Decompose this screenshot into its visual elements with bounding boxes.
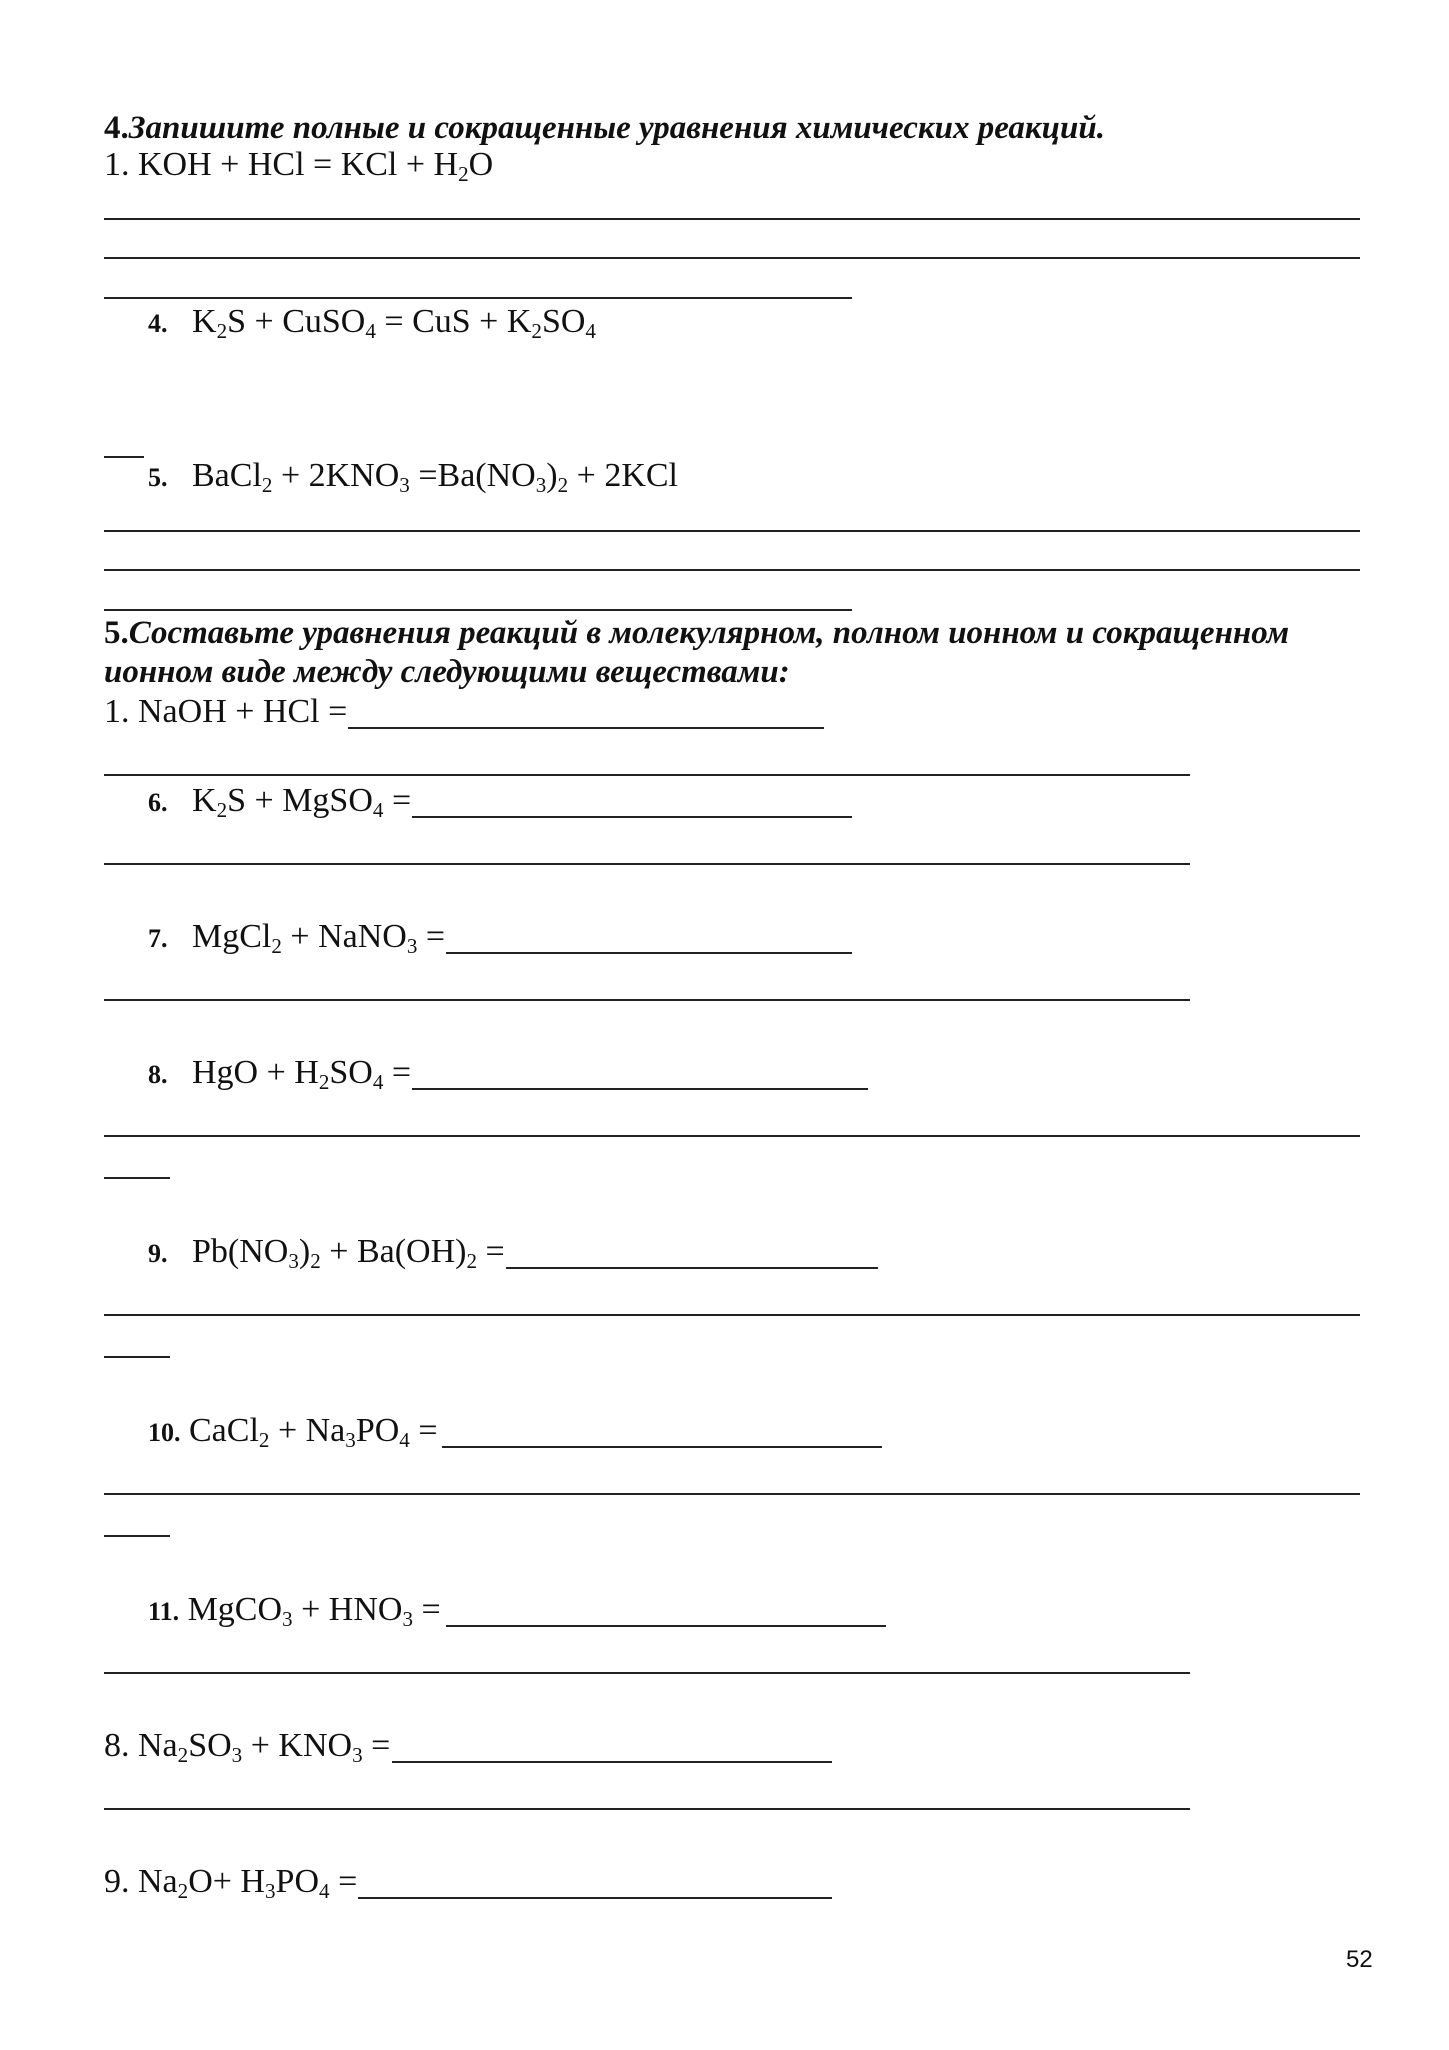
answer-line bbox=[412, 1088, 868, 1090]
task-5-equation-9b: 9. $Na_2O+ H_3PO_4$ = bbox=[104, 1863, 358, 1903]
task-5-equation-9: 9. $Pb(NO_3)_2 + Ba(OH)_2$ = bbox=[148, 1233, 505, 1273]
answer-line bbox=[446, 952, 852, 954]
task-5-equation-10: 10. CaCl$_2$ + $Na_3PO_4$ = bbox=[148, 1412, 438, 1452]
task-5-heading-line-2: ионном виде между следующими веществами: bbox=[104, 654, 790, 690]
answer-line bbox=[104, 1672, 1190, 1674]
task-5-heading-line-1: 5.Составьте уравнения реакций в молекулярном, полном ионном и сокращенном bbox=[104, 615, 1290, 651]
answer-line bbox=[104, 218, 1360, 220]
answer-line bbox=[442, 1446, 882, 1448]
answer-line bbox=[104, 1493, 1360, 1495]
answer-line bbox=[104, 530, 1360, 532]
answer-line bbox=[506, 1267, 878, 1269]
answer-line bbox=[446, 1625, 886, 1627]
answer-line bbox=[358, 1897, 832, 1899]
task-4-equation-4: 4. $K_2S$ + CuSO$_4$ = CuS + $K_2SO_4$ bbox=[148, 303, 596, 343]
task-5-equation-6: 6. $K_2S$ + MgSO$_4$ = bbox=[148, 782, 412, 822]
answer-line bbox=[104, 456, 144, 458]
answer-line bbox=[104, 1535, 170, 1537]
task-5-equation-7: 7. MgCl$_2$ + NaNO$_3$ = bbox=[148, 918, 446, 958]
answer-line bbox=[104, 1135, 1360, 1137]
answer-line bbox=[104, 297, 852, 299]
task-5-equation-8: 8. HgO + $H_2SO_4$ = bbox=[148, 1054, 412, 1094]
answer-line bbox=[348, 727, 824, 729]
answer-line bbox=[104, 1356, 170, 1358]
page-number: 52 bbox=[1346, 1946, 1373, 1973]
task-4-heading: 4.Запишите полные и сокращенные уравнения химических реакций. bbox=[104, 110, 1105, 146]
task-5-equation-1: 1. NaOH + HCl = bbox=[104, 693, 348, 730]
task-5-equation-8b: 8. $Na_2SO_3 + KNO_3$ = bbox=[104, 1727, 391, 1767]
answer-line bbox=[104, 609, 852, 611]
task-5-equation-11: 11. MgCO$_3$ + $HNO_3$ = bbox=[148, 1591, 441, 1631]
answer-line bbox=[104, 863, 1190, 865]
answer-line bbox=[104, 257, 1360, 259]
task-4-equation-5: 5. BaCl$_2$ + $2KNO_3 =Ba(NO_3)_2 + 2KCl$ bbox=[148, 457, 678, 497]
answer-line bbox=[392, 1761, 832, 1763]
answer-line bbox=[412, 816, 852, 818]
answer-line bbox=[104, 1314, 1360, 1316]
answer-line bbox=[104, 569, 1360, 571]
answer-line bbox=[104, 1177, 170, 1179]
answer-line bbox=[104, 1808, 1190, 1810]
task-4-equation-1: 1. KOH + HCl = KCl + $H_2O$ bbox=[104, 146, 494, 186]
answer-line bbox=[104, 999, 1190, 1001]
answer-line bbox=[104, 774, 1190, 776]
